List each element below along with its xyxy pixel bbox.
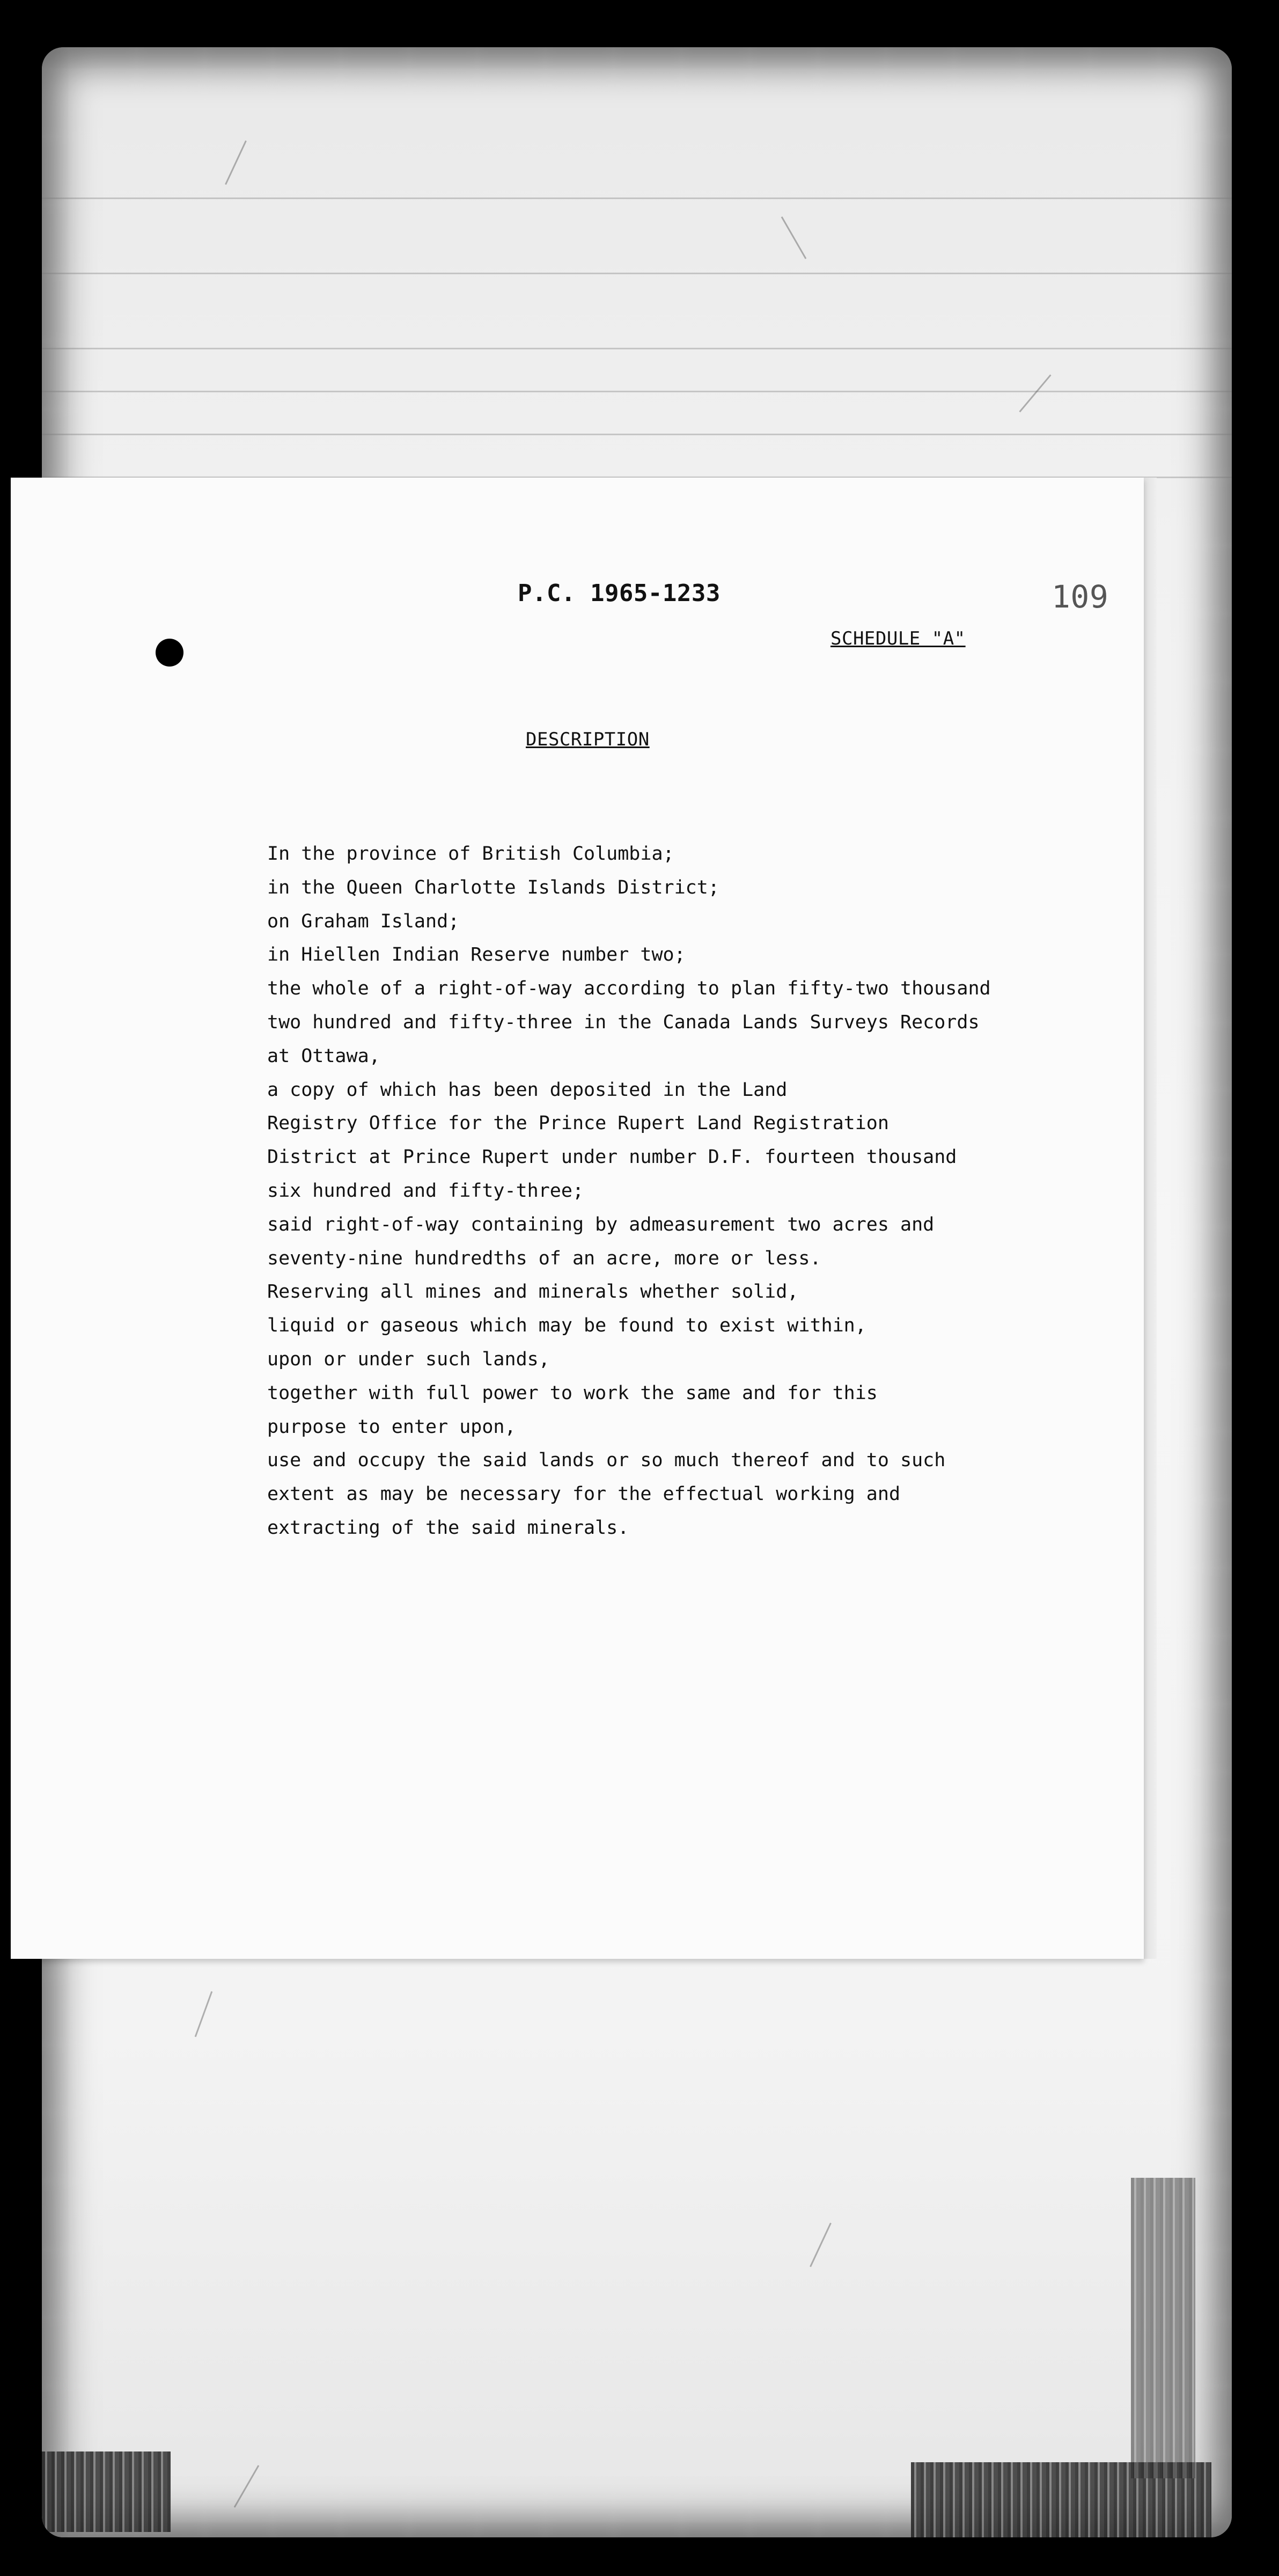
description-line: six hundred and fifty-three; bbox=[267, 1180, 584, 1202]
dust-speck bbox=[810, 2223, 832, 2267]
description-line: extracting of the said minerals. bbox=[267, 1517, 629, 1539]
dust-speck bbox=[225, 141, 247, 185]
description-line: Registry Office for the Prince Rupert Land Registration bbox=[267, 1113, 889, 1135]
description-line: in the Queen Charlotte Islands District; bbox=[267, 876, 719, 898]
description-line: liquid or gaseous which may be found to exist within, bbox=[267, 1315, 866, 1337]
scan-artifact bbox=[42, 348, 1232, 349]
description-body bbox=[267, 837, 991, 1545]
page-number: 109 bbox=[1052, 579, 1109, 615]
scan-artifact bbox=[42, 197, 1232, 199]
description-line: two hundred and fifty-three in the Canada Lands Surveys Records bbox=[267, 1011, 980, 1033]
film-damage bbox=[42, 2451, 171, 2532]
description-line: District at Prince Rupert under number D.F. fourteen thousand bbox=[267, 1146, 957, 1168]
description-line: the whole of a right-of-way according to plan fifty-two thousand bbox=[267, 978, 991, 1000]
schedule-label: SCHEDULE "A" bbox=[830, 628, 966, 649]
dust-speck bbox=[234, 2465, 260, 2507]
dust-speck bbox=[195, 1991, 213, 2037]
description-line: a copy of which has been deposited in the Land bbox=[267, 1079, 788, 1101]
description-line: extent as may be necessary for the effectual working and bbox=[267, 1483, 901, 1505]
description-line: at Ottawa, bbox=[267, 1045, 380, 1067]
dust-speck bbox=[1019, 375, 1051, 413]
film-damage bbox=[1131, 2178, 1195, 2478]
dust-speck bbox=[781, 216, 807, 259]
description-line: In the province of British Columbia; bbox=[267, 843, 674, 865]
punch-hole bbox=[156, 639, 183, 667]
description-line: seventy-nine hundredths of an acre, more or less. bbox=[267, 1247, 821, 1269]
description-line: on Graham Island; bbox=[267, 910, 460, 932]
description-line: Reserving all mines and minerals whether solid, bbox=[267, 1281, 799, 1303]
description-line: upon or under such lands, bbox=[267, 1348, 550, 1370]
scan-artifact bbox=[42, 273, 1232, 274]
scan-artifact bbox=[42, 434, 1232, 435]
description-line: said right-of-way containing by admeasurement two acres and bbox=[267, 1213, 935, 1235]
order-reference: P.C. 1965-1233 bbox=[518, 580, 721, 607]
description-line: purpose to enter upon, bbox=[267, 1416, 516, 1438]
description-line: together with full power to work the same and for this bbox=[267, 1382, 878, 1404]
description-heading: DESCRIPTION bbox=[526, 729, 650, 750]
scan-artifact bbox=[42, 391, 1232, 392]
description-line: in Hiellen Indian Reserve number two; bbox=[267, 944, 686, 966]
description-line: use and occupy the said lands or so much thereof and to such bbox=[267, 1450, 946, 1472]
